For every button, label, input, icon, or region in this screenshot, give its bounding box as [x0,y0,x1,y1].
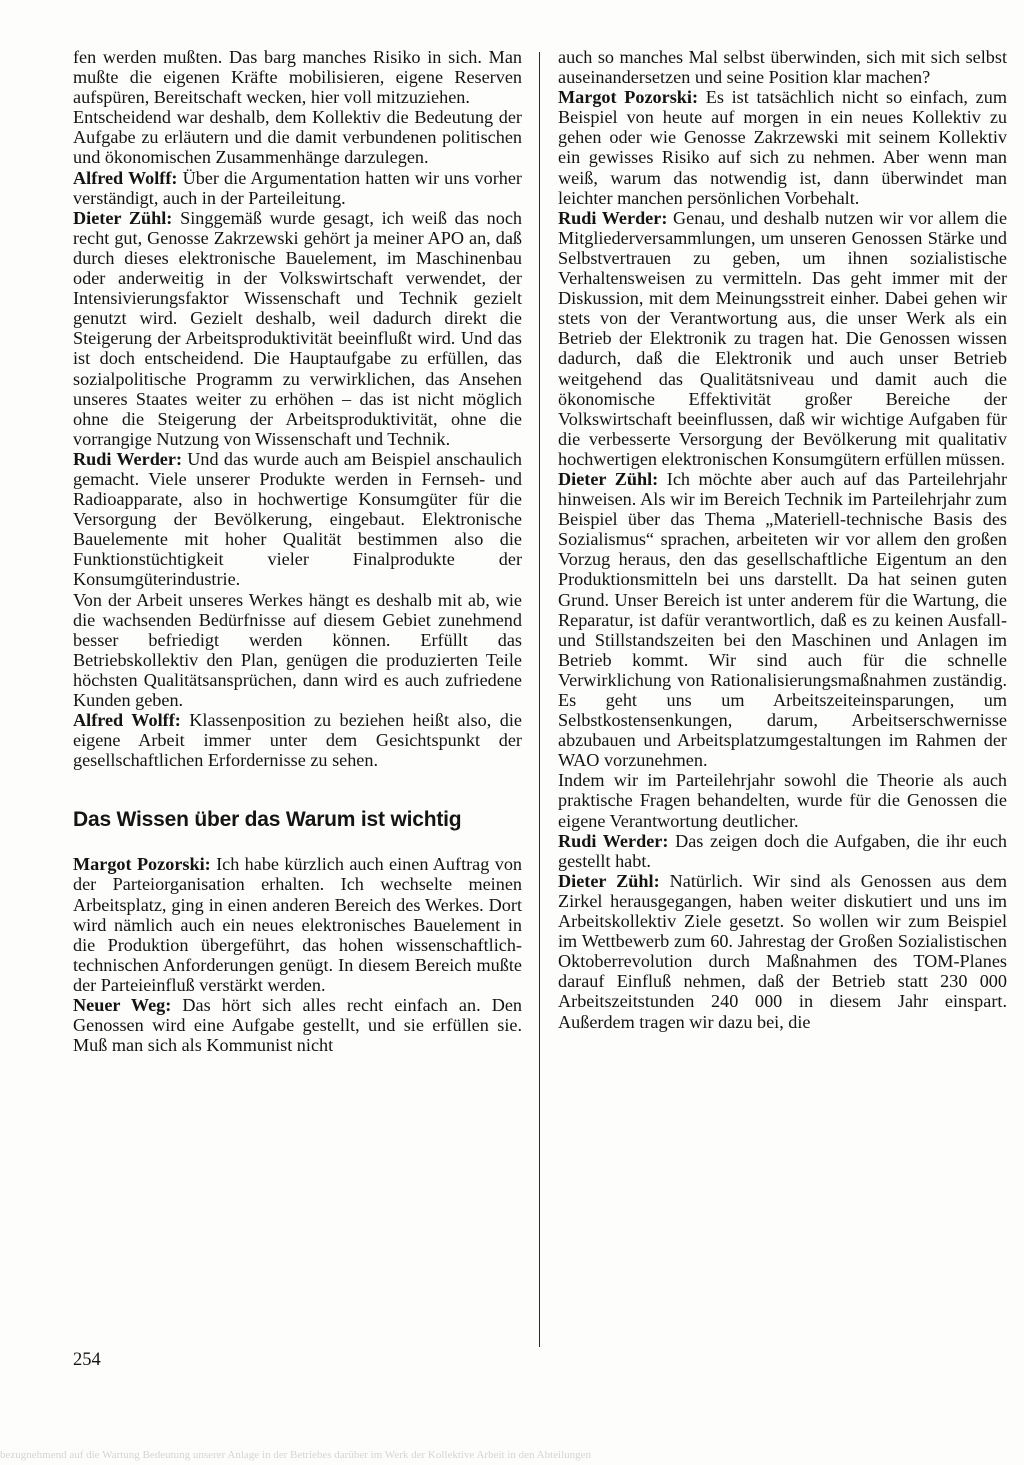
paragraph [558,208,1007,469]
paragraph-text: Über die Argumentation hatten wir uns vorher verständigt, auch in der Parteileitung. [73,167,522,208]
paragraph-text: Das zeigen doch die Aufgaben, die ihr euch gestellt habt. [558,830,1008,871]
speaker-name: Rudi Werder: [73,448,183,469]
paragraph-text: auch so manches Mal selbst überwinden, sich mit sich selbst auseinandersetzen und seine Position klar machen? [558,47,1007,88]
paragraph [73,208,522,449]
paragraph-text: Ich möchte aber auch auf das Parteilehrjahr hinweisen. Als wir im Bereich Technik im Parteilehrjahr zum Beispiel über das Thema „Materiell-technische Basis des Sozialismus“ sprachen, arbeiteten wir vor allem den großen Vorzug heraus, den das gesellschaftliche Eigentum an den Produktionsmitteln bei uns darstellt. Da hat seinen guten Grund. Unser Bereich ist unter anderem für die Wartung, die Reparatur, ist dafür verantwortlich, daß es zu keinen Ausfall- und Stillstandszeiten bei den Maschinen und Anlagen im Betrieb kommt. Wir sind auch für die schnelle Verwirklichung von Rationalisierungsmaßnahmen zuständig. Es geht uns um Arbeitszeiteinsparungen, um Selbstkostensenkungen, darum, Arbeitserschwernisse abzubauen und Arbeitsplatzumgestaltungen im Rahmen der WAO vorzunehmen. [558,468,1008,771]
speaker-name: Alfred Wolff: [73,167,178,188]
paragraph [558,469,1007,770]
speaker-name: Neuer Weg: [73,995,172,1016]
paragraph-text: Singgemäß wurde gesagt, ich weiß das noch recht gut, Genosse Zakrzewski gehört ja meiner APO an, daß durch dieses elektronische Bauelement, im Maschinenbau oder anderweitig in der Volkswirtschaft verwendet, der Intensivierungsfaktor Wissenschaft und Technik gezielt genutzt wird. Gezielt deshalb, weil dadurch direkt die Steigerung der Arbeitsproduktivität beeinflußt wird. Und das ist doch entscheidend. Die Hauptaufgabe zu erfüllen, das sozialpolitische Programm zu verwirklichen, das Ansehen unseres Staates weiter zu erhöhen – das ist nicht möglich ohne die Steigerung der Arbeitsproduktivität, ohne die vorrangige Nutzung von Wissenschaft und Technik. [73,207,523,449]
paragraph-text: Genau, und deshalb nutzen wir vor allem die Mitgliederversammlungen, um unseren Genossen Stärke und Selbstvertrauen zu geben, um ihnen sozialistische Verhaltensweisen zu vermitteln. Das geht immer mit der Diskussion, mit dem Meinungsstreit einher. Dabei gehen wir stets von der Verantwortung aus, die unser Werk als ein Betrieb der Elektronik zu tragen hat. Die Genossen wissen dadurch, daß die Elektronik und auch unser Betrieb weitgehend das Qualitätsniveau und damit auch die ökonomische Effektivität großer Bereiche der Volkswirtschaft beeinflussen, daß wir wichtige Aufgaben für die verbesserte Versorgung der Bevölkerung mit qualitativ hochwertigen elektronischen Konsumgütern erfüllen müssen. [558,207,1008,469]
bleed-through-text: bezugnehmend auf die Wartung Bedeutung unserer Anlage in der Betriebes darüber im Werk der Kollektive Arbeit in den Abteilungen [0,1449,592,1461]
column-divider [539,52,540,1347]
paragraph [558,871,1007,1032]
speaker-name: Alfred Wolff: [73,710,181,731]
paragraph [558,47,1007,87]
paragraph-text: Ich habe kürzlich auch einen Auftrag von der Parteiorganisation erhalten. Ich wechselte meinen Arbeitsplatz, ging in einen anderen Bereich des Werkes. Dort wird nämlich auch ein neues elektronisches Bauelement in die Produktion übergeführt, das hohen wissenschaftlich-technischen Anforderungen genügt. In diesem Bereich mußte der Parteieinfluß verstärkt werden. [73,854,523,995]
speaker-name: Dieter Zühl: [558,468,659,489]
paragraph-text: Und das wurde auch am Beispiel anschaulich gemacht. Viele unserer Produkte werden in Fernseh- und Radioapparate, also in hochwertige Konsumgüter für die Versorgung der Bevölkerung, eingebaut. Elektronische Bauelemente mit hoher Qualität bestimmen also die Funktionstüchtigkeit vieler Finalprodukte der Konsumgüterindustrie. [73,448,522,590]
paragraph [558,831,1007,871]
speaker-name: Dieter Zühl: [73,207,173,228]
paragraph-text: Entscheidend war deshalb, dem Kollektiv die Bedeutung der Aufgabe zu erläutern und die damit verbundenen politischen und ökonomischen Zusammenhänge darzulegen. [73,107,522,168]
speaker-name: Rudi Werder: [558,207,668,228]
paragraph-text: Natürlich. Wir sind als Genossen aus dem Zirkel herausgegangen, haben weiter diskutiert und uns im Arbeitskollektiv Ziele gesetzt. So wollen wir zum Beispiel im Wettbewerb zum 60. Jahrestag der Großen Sozialistischen Oktoberrevolution durch Maßnahmen des TOM-Planes darauf Einfluß nehmen, daß der Betrieb statt 230 000 Arbeitszeitstunden 240 000 in diesem Jahr einspart. Außerdem tragen wir dazu bei, die [558,870,1008,1032]
paragraph [73,710,522,770]
section-heading: Das Wissen über das Warum ist wichtig [73,808,462,832]
paragraph [73,107,522,167]
paragraph-text: Es ist tatsächlich nicht so einfach, zum Beispiel von heute auf morgen in ein neues Kollektiv zu gehen oder wie Genosse Zakrzewski mit seinem Kollektiv ein gewisses Risiko auf sich zu nehmen. Aber wenn man weiß, warum das notwendig ist, dann überwindet man leichter manchen persönlichen Vorbehalt. [558,87,1007,208]
paragraph [73,47,522,107]
speaker-name: Dieter Zühl: [558,870,660,891]
right-column [558,47,1007,1032]
speaker-name: Margot Pozorski: [73,854,211,875]
speaker-name: Rudi Werder: [558,830,669,851]
paragraph-text: Von der Arbeit unseres Werkes hängt es deshalb mit ab, wie die wachsenden Bedürfnisse auf diesem Gebiet zunehmend besser befriedigt werden können. Erfüllt das Betriebskollektiv den Plan, genügen die produzierten Teile höchsten Qualitätsansprüchen, dann wird es auch zufriedene Kunden geben. [73,589,522,710]
paragraph [73,995,522,1055]
paragraph [558,770,1007,830]
paragraph-text: Klassenposition zu beziehen heißt also, die eigene Arbeit immer unter dem Gesichtspunkt der gesellschaftlichen Erfordernisse zu sehen. [73,710,522,771]
paragraph [73,168,522,208]
left-column [73,47,522,1055]
speaker-name: Margot Pozorski: [558,87,699,108]
paragraph-text: fen werden mußten. Das barg manches Risiko in sich. Man mußte die eigenen Kräfte mobilisieren, eigene Reserven aufspüren, Bereitschaft wecken, hier voll mitzuziehen. [73,47,522,108]
paragraph [73,854,522,995]
paragraph [73,449,522,590]
page-number: 254 [73,1350,101,1370]
paragraph-text: Das hört sich alles recht einfach an. Den Genossen wird eine Aufgabe gestellt, und sie erfüllen sie. Muß man sich als Kommunist nicht [73,995,522,1056]
paragraph-text: Indem wir im Parteilehrjahr sowohl die Theorie als auch praktische Fragen behandelten, wurde für die Genossen die eigene Verantwortung deutlicher. [558,770,1007,831]
paragraph [558,87,1007,208]
paragraph [73,590,522,711]
